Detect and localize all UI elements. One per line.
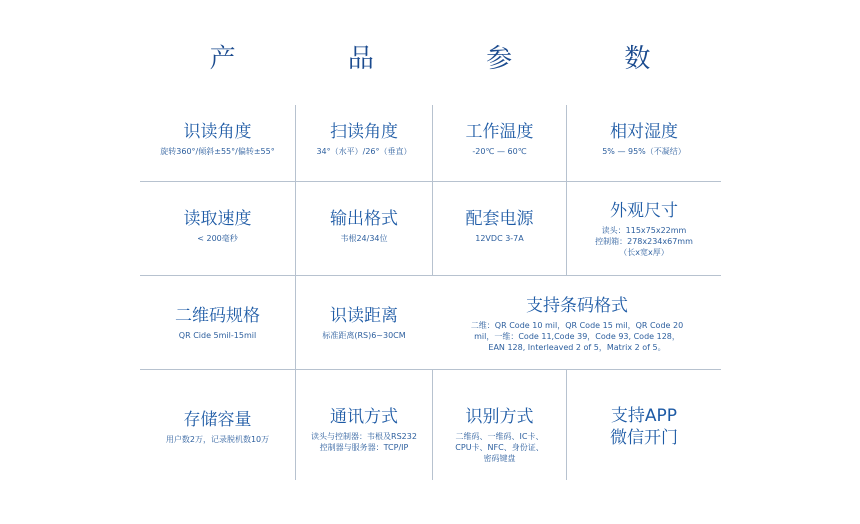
spec-value: 34°（水平）/26°（垂直） xyxy=(316,147,412,156)
spec-title: 扫读角度 xyxy=(330,122,398,142)
spec-value: 12VDC 3-7A xyxy=(475,234,524,243)
spec-barcode-formats xyxy=(433,295,721,353)
spec-value: 韦根24/34位 xyxy=(340,234,388,243)
spec-value: EAN 128, Interleaved 2 of 5，Matrix 2 of 5。 xyxy=(488,343,666,352)
spec-title: 存储容量 xyxy=(183,410,252,430)
spec-read-distance xyxy=(296,305,432,341)
spec-value: CPU卡、NFC、身份证、 xyxy=(455,443,544,452)
spec-reading-angle xyxy=(140,121,295,157)
spec-value: 控制箱：278x234x67mm xyxy=(595,237,693,246)
spec-2d-code-spec xyxy=(140,305,295,341)
spec-value: 读头与控制器：韦根及RS232 xyxy=(311,432,417,441)
spec-communication xyxy=(296,406,432,453)
spec-scan-angle xyxy=(296,121,432,157)
spec-title: 配套电源 xyxy=(465,209,534,229)
spec-title: 识读角度 xyxy=(183,122,252,142)
page-title: 产 品 参 数 xyxy=(209,44,703,74)
spec-title: 识别方式 xyxy=(465,407,534,427)
spec-value: < 200毫秒 xyxy=(197,234,238,243)
spec-relative-humidity xyxy=(567,121,721,157)
spec-value: 密码键盘 xyxy=(483,454,516,463)
spec-value: 标准距离(RS)6~30CM xyxy=(322,331,406,340)
spec-title: 工作温度 xyxy=(465,122,534,142)
spec-value: 二维码、一维码、IC卡、 xyxy=(455,432,544,441)
spec-dimensions xyxy=(567,200,721,258)
row-divider xyxy=(140,181,721,182)
spec-value: mil，一维：Code 11,Code 39，Code 93, Code 128， xyxy=(474,332,680,341)
spec-value: 二维：QR Code 10 mil，QR Code 15 mil，QR Code 20 xyxy=(470,321,684,330)
spec-read-speed xyxy=(140,208,295,244)
spec-title: 外观尺寸 xyxy=(610,201,678,221)
spec-value: 旋转360°/倾斜±55°/偏转±55° xyxy=(160,147,275,156)
spec-value: QR Cide 5mil-15mil xyxy=(178,331,257,340)
row-divider xyxy=(140,369,721,370)
spec-value: 控制器与服务器：TCP/IP xyxy=(319,443,409,452)
spec-value: -20℃ — 60℃ xyxy=(472,147,527,156)
spec-value: 读头：115x75x22mm xyxy=(601,226,687,235)
spec-title: 支持APP xyxy=(610,406,678,426)
spec-working-temperature xyxy=(433,121,566,157)
spec-storage-capacity xyxy=(140,409,295,445)
spec-title: 输出格式 xyxy=(330,209,398,229)
spec-value: 5% — 95%（不凝结） xyxy=(602,147,686,156)
spec-output-format xyxy=(296,208,432,244)
spec-title: 相对湿度 xyxy=(610,122,678,142)
spec-app-support xyxy=(567,405,721,449)
spec-power-supply xyxy=(433,208,566,244)
spec-value: （长x宽x厚） xyxy=(619,248,669,257)
spec-title-line2: 微信开门 xyxy=(610,428,678,448)
spec-title: 读取速度 xyxy=(183,209,252,229)
spec-title: 支持条码格式 xyxy=(526,296,628,316)
spec-value: 用户数2万，记录脱机数10万 xyxy=(165,435,270,444)
spec-title: 通讯方式 xyxy=(330,407,398,427)
spec-title: 识读距离 xyxy=(330,306,398,326)
row-divider xyxy=(140,275,721,276)
spec-title: 二维码规格 xyxy=(175,306,260,326)
spec-identification-methods xyxy=(433,406,566,464)
